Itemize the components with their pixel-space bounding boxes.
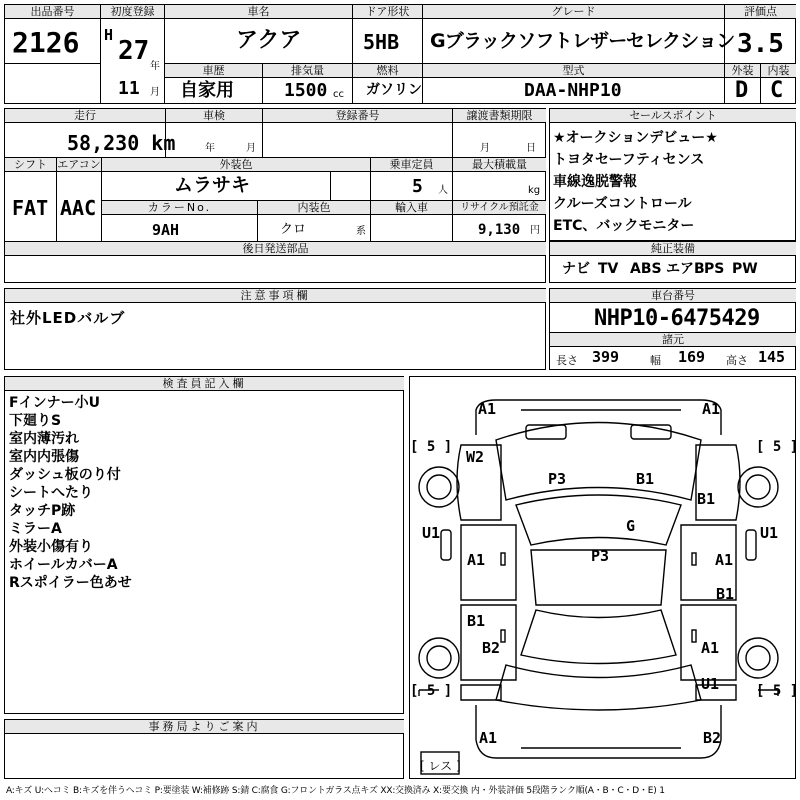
car-name-label: 車名 [165,5,352,19]
equipment-item: エアB [666,261,705,277]
damage-mark: P3 [591,547,610,565]
disp-label: 排気量 [263,64,352,78]
inspector-line: ミラーA [9,521,62,537]
tire-tread-front-left: [ 5 ] [410,439,453,455]
reg-month: 11 [118,78,140,99]
chassis-label: 車台番号 [550,289,796,303]
equipment-item: PW [732,261,758,277]
ac-label: エアコン [57,158,101,171]
damage-mark: B1 [697,490,716,508]
equipment-item: PS [704,261,725,277]
trans-month-unit: 月 [480,143,490,154]
first-reg-label: 初度登録 [101,5,164,19]
notes-label: 注意事項欄 [5,289,546,303]
history: 自家用 [180,80,234,101]
height-label: 高さ [726,354,748,367]
car-diagram [409,376,799,779]
width-label: 幅 [650,354,661,367]
damage-mark: B2 [482,639,501,657]
model-label: 型式 [423,64,724,78]
insp-year-unit: 年 [205,143,215,154]
reg-number-label: 登録番号 [263,109,452,123]
lot-label: 出品番号 [5,5,100,19]
recycle-label: リサイクル預託金 [453,201,546,215]
damage-mark: B1 [636,470,655,488]
damage-mark: A1 [715,551,734,569]
int-color: クロ [280,222,307,237]
equipment-item: ナビ [562,261,590,277]
dims-label: 諸元 [550,333,796,347]
int-color-label: 内装色 [258,201,370,215]
inspector-line: Rスポイラー色あせ [9,575,132,591]
recycle-unit: 円 [530,225,540,236]
color-no-label: カラーNo. [102,201,257,215]
transfer-label: 譲渡書類期限 [453,109,546,123]
inspector-line: 室内内張傷 [9,449,79,465]
office-label: 事務局よりご案内 [5,720,404,734]
import-label: 輸入車 [371,201,452,215]
trans-day-unit: 日 [526,143,536,154]
sales-point-item: クルーズコントロール [553,196,692,212]
lot-number: 2126 [12,26,80,59]
load-unit: kg [528,185,541,196]
inspection-label: 車検 [166,109,262,123]
score-label: 評価点 [725,5,796,19]
model: DAA-NHP10 [524,80,622,101]
tire-tread-rear-right: [ 5 ] [756,683,799,699]
sales-point-item: 車線逸脱警報 [553,174,637,190]
length: 399 [592,348,620,366]
damage-mark: B1 [467,612,486,630]
damage-mark: A1 [467,551,486,569]
displacement: 1500 [284,80,328,101]
int-grade: C [770,78,784,103]
spare-tire: [ レス ] [420,759,461,773]
width: 169 [678,348,706,366]
insp-month-unit: 月 [246,143,256,154]
reg-year: 27 [118,36,150,66]
history-label: 車歴 [165,64,262,78]
grade-label: グレード [423,5,724,19]
sales-points-label: セールスポイント [550,109,796,123]
damage-mark: A1 [701,639,720,657]
inspector-line: Fインナー小U [9,395,100,411]
inspector-line: 外装小傷有り [9,539,93,555]
damage-mark: B1 [716,585,735,603]
notes-text: 社外LEDバルブ [10,309,126,327]
inspector-line: タッチP跡 [9,503,76,519]
inspector-line: ホイールカバーA [9,557,118,573]
inspector-label: 検査員記入欄 [5,377,404,391]
int-color-unit: 系 [356,226,366,237]
ext-grade: D [735,78,749,103]
damage-mark: P3 [548,470,567,488]
mileage: 58,230 km [67,131,176,155]
capacity-label: 乗車定員 [371,158,452,172]
inspector-line: ダッシュ板のり付 [9,467,121,483]
inspector-line: 下廻りS [9,413,62,429]
chassis-number: NHP10-6475429 [594,306,760,331]
fuel: ガソリン [366,82,422,98]
shift-label: シフト [5,158,56,172]
damage-mark: W2 [466,448,485,466]
damage-mark: B2 [703,729,722,747]
int-label: 内装 [761,64,796,78]
grade: Gブラックソフトレザーセレクション [430,30,735,52]
damage-mark: U1 [701,675,720,693]
sales-point-item: ★オークションデビュー★ [553,130,718,146]
damage-mark: A1 [478,400,497,418]
tire-tread-rear-left: [ 5 ] [410,683,453,699]
color-no: 9AH [152,221,180,239]
mileage-label: 走行 [5,109,165,123]
damage-mark: A1 [479,729,498,747]
later-parts-label: 後日発送部品 [5,242,546,256]
shift: FAT [12,196,49,220]
height: 145 [758,348,786,366]
length-label: 長さ [556,354,578,367]
sales-point-item: トヨタセーフティセンス [553,152,705,168]
disp-unit: cc [333,89,344,100]
ac: AAC [60,196,97,220]
door-label: ドア形状 [353,5,422,19]
recycle-fee: 9,130 [478,222,521,238]
ext-label: 外装 [725,64,760,78]
inspector-line: 室内薄汚れ [9,431,79,447]
exterior-color: ムラサキ [174,174,251,196]
damage-mark: G [626,517,636,535]
legend: A:キズ U:ヘコミ B:キズを伴うヘコミ P:要塗装 W:補修跡 S:錆 C:腐食 G:フロントガラス点キズ XX:交換済み X:要交換 内・外装評価 5段階ランク順(A・B・C・D・E) 1 [6,786,665,796]
year-unit: 年 [150,61,160,72]
door-type: 5HB [363,30,400,54]
damage-mark: A1 [702,400,721,418]
equipment-item: ABS [630,261,662,277]
score: 3.5 [737,29,784,59]
sales-point-item: ETC、バックモニター [553,218,695,234]
load-label: 最大積載量 [453,158,546,172]
capacity-unit: 人 [438,185,448,196]
damage-mark: U1 [422,524,441,542]
tire-tread-front-right: [ 5 ] [756,439,799,455]
equipment-label: 純正装備 [550,242,796,256]
car-name: アクア [236,28,302,53]
fuel-label: 燃料 [353,64,422,78]
capacity: 5 [412,176,423,197]
inspector-notes [9,394,132,592]
inspector-line: シートへたり [9,485,93,501]
damage-mark: U1 [760,524,779,542]
month-unit: 月 [150,87,160,98]
era: H [104,26,114,44]
color-label: 外装色 [102,158,370,172]
equipment-item: TV [598,261,619,277]
